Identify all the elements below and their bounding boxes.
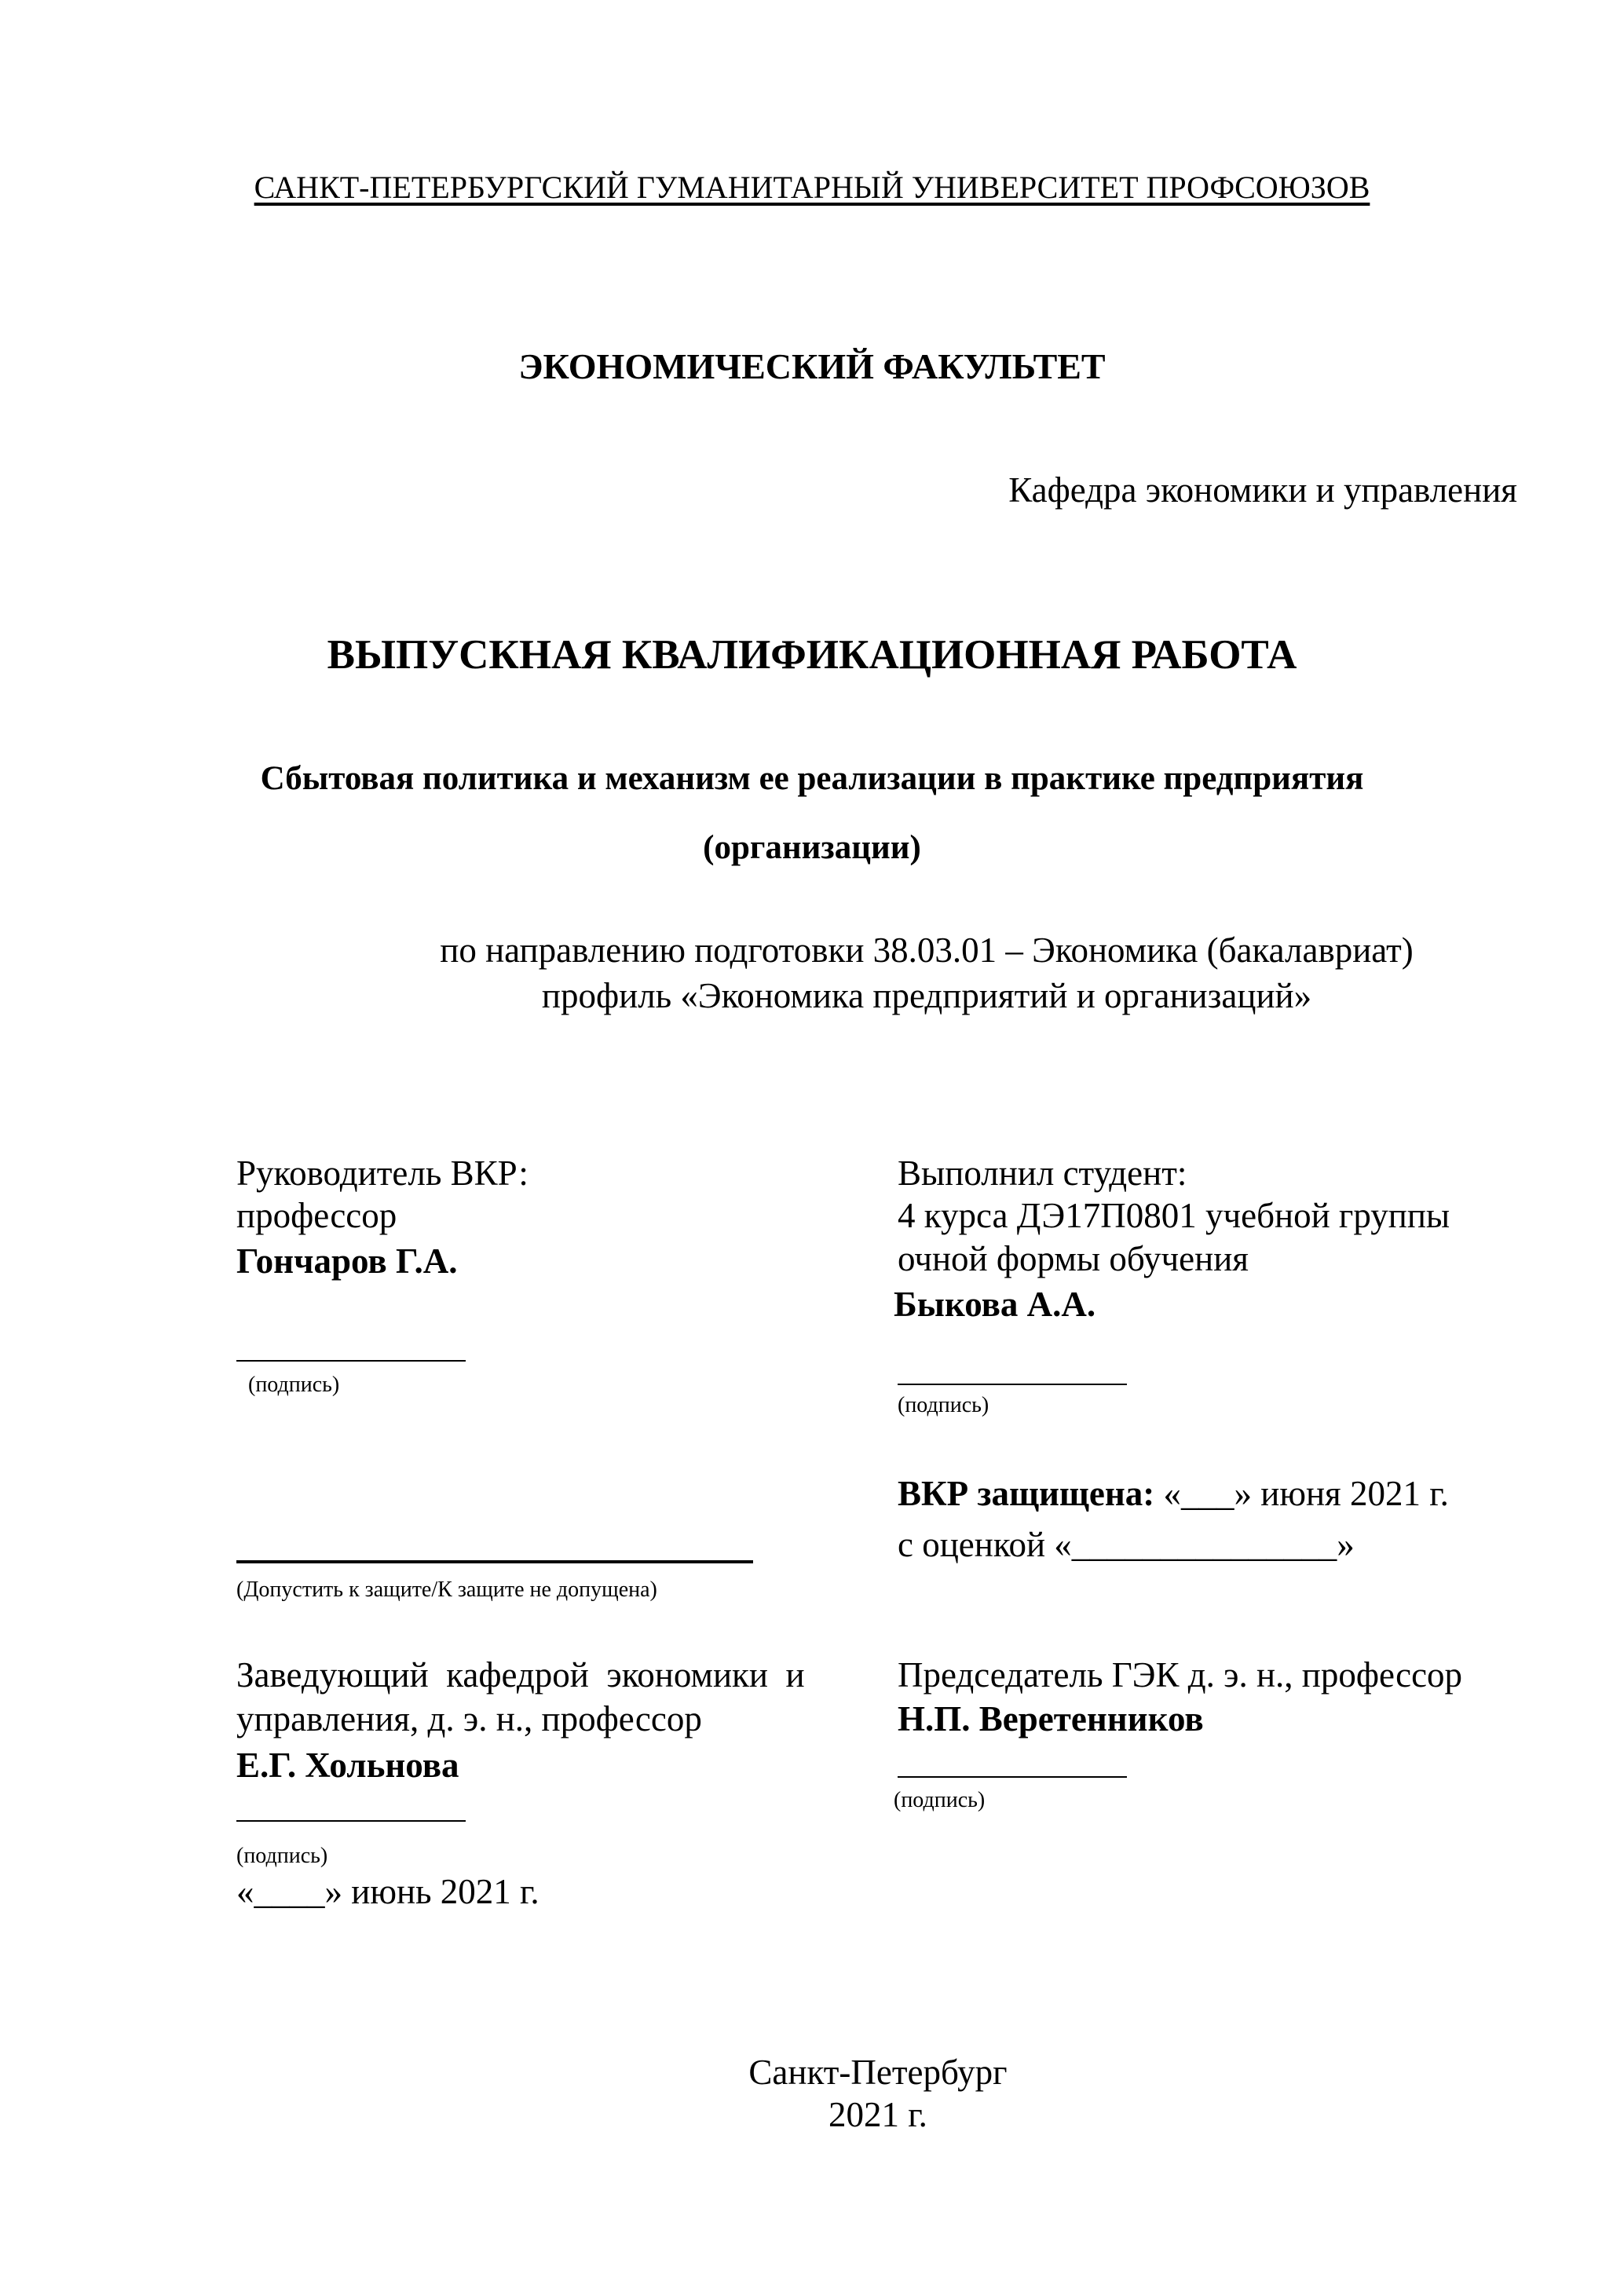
chairman-name: Н.П. Веретенников xyxy=(898,1699,1204,1738)
head-date: «____» июнь 2021 г. xyxy=(236,1872,540,1911)
defense-date: «___» июня 2021 г. xyxy=(1163,1474,1449,1513)
supervisor-signature-line xyxy=(236,1360,466,1362)
student-course: 4 курса ДЭ17П0801 учебной группы xyxy=(898,1196,1450,1235)
defense-label: ВКР защищена: xyxy=(898,1474,1155,1513)
year: 2021 г. xyxy=(828,2095,927,2134)
supervisor-signature-caption: (подпись) xyxy=(248,1373,340,1397)
student-signature-caption: (подпись) xyxy=(898,1393,989,1417)
topic-line-2: (организации) xyxy=(703,829,921,866)
supervisor-label: Руководитель ВКР: xyxy=(236,1153,529,1193)
head-signature-caption: (подпись) xyxy=(236,1844,328,1868)
head-title-line-2: управления, д. э. н., профессор xyxy=(236,1699,702,1738)
defense-grade: с оценкой «_______________» xyxy=(898,1525,1355,1564)
chairman-title: Председатель ГЭК д. э. н., профессор xyxy=(898,1655,1463,1695)
student-name: Быкова А.А. xyxy=(894,1285,1096,1324)
profile-text: профиль «Экономика предприятий и организаций» xyxy=(541,976,1312,1015)
student-form: очной формы обучения xyxy=(898,1239,1249,1278)
supervisor-name: Гончаров Г.А. xyxy=(236,1241,458,1281)
head-name: Е.Г. Хольнова xyxy=(236,1746,459,1785)
direction-text: по направлению подготовки 38.03.01 – Экономика (бакалавриат) xyxy=(440,930,1414,970)
student-signature-line xyxy=(898,1384,1127,1385)
university-name: САНКТ-ПЕТЕРБУРГСКИЙ ГУМАНИТАРНЫЙ УНИВЕРСИТЕТ ПРОФСОЮЗОВ xyxy=(254,170,1370,205)
topic-line-1: Сбытовая политика и механизм ее реализации в практике предприятия xyxy=(260,760,1364,797)
head-signature-line xyxy=(236,1820,466,1822)
admission-caption: (Допустить к защите/К защите не допущена) xyxy=(236,1578,657,1602)
faculty-heading: ЭКОНОМИЧЕСКИЙ ФАКУЛЬТЕТ xyxy=(518,346,1106,386)
city: Санкт-Петербург xyxy=(748,2053,1008,2092)
chairman-signature-caption: (подпись) xyxy=(894,1788,986,1812)
work-type-title: ВЫПУСКНАЯ КВАЛИФИКАЦИОННАЯ РАБОТА xyxy=(327,632,1297,678)
chairman-signature-line xyxy=(898,1776,1127,1778)
department-name: Кафедра экономики и управления xyxy=(1008,470,1517,510)
admission-line xyxy=(236,1560,753,1563)
defense-status xyxy=(898,1476,1449,1512)
student-label: Выполнил студент: xyxy=(898,1153,1187,1193)
head-title-line-1: Заведующий кафедрой экономики и xyxy=(236,1655,805,1695)
supervisor-position: профессор xyxy=(236,1196,397,1235)
